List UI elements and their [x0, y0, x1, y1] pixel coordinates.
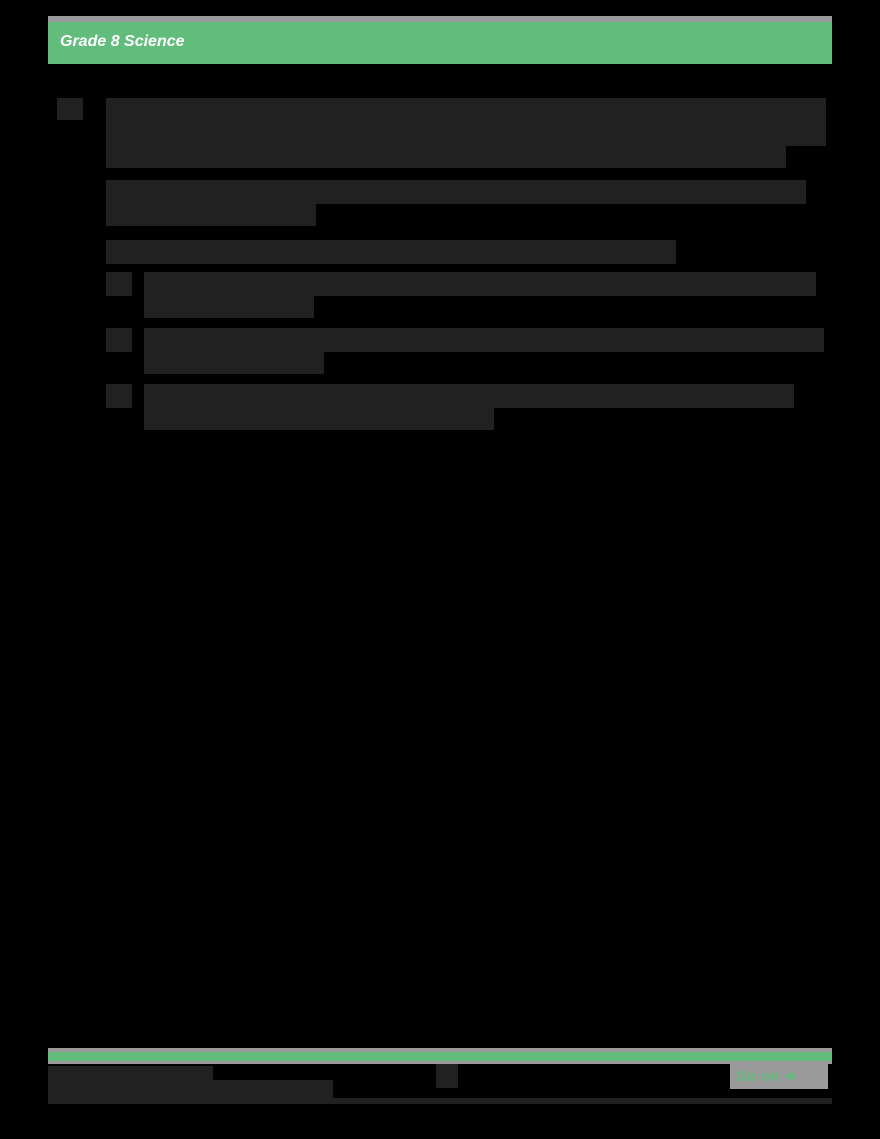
- stem-line-5: [106, 204, 316, 226]
- option-c-letter: [106, 328, 132, 352]
- option-d-line-1[interactable]: [144, 384, 794, 408]
- question-number-redacted: [57, 98, 83, 120]
- option-b-line-2[interactable]: [144, 296, 314, 318]
- stem-line-1: [106, 98, 826, 122]
- option-c-line-2[interactable]: [144, 352, 324, 374]
- footer-bar: [48, 1052, 832, 1061]
- stem-line-2: [106, 122, 826, 146]
- go-on-indicator: [730, 1063, 828, 1089]
- footer-base: [48, 1098, 832, 1104]
- option-c-line-1[interactable]: [144, 328, 824, 352]
- page-number: [436, 1064, 458, 1088]
- option-d-letter: [106, 384, 132, 408]
- option-d-line-2[interactable]: [144, 408, 494, 430]
- page-header: [48, 22, 832, 64]
- stem-line-3: [106, 146, 786, 168]
- footer-left-text-2: [48, 1080, 333, 1098]
- option-b-letter: [106, 272, 132, 296]
- stem-line-4: [106, 180, 806, 204]
- go-on-label: Go on ➔: [736, 1068, 797, 1085]
- footer-left-text-1: [48, 1066, 213, 1080]
- option-b-line-1[interactable]: [144, 272, 816, 296]
- header-title: Grade 8 Science: [60, 33, 185, 50]
- option-a[interactable]: [106, 240, 676, 264]
